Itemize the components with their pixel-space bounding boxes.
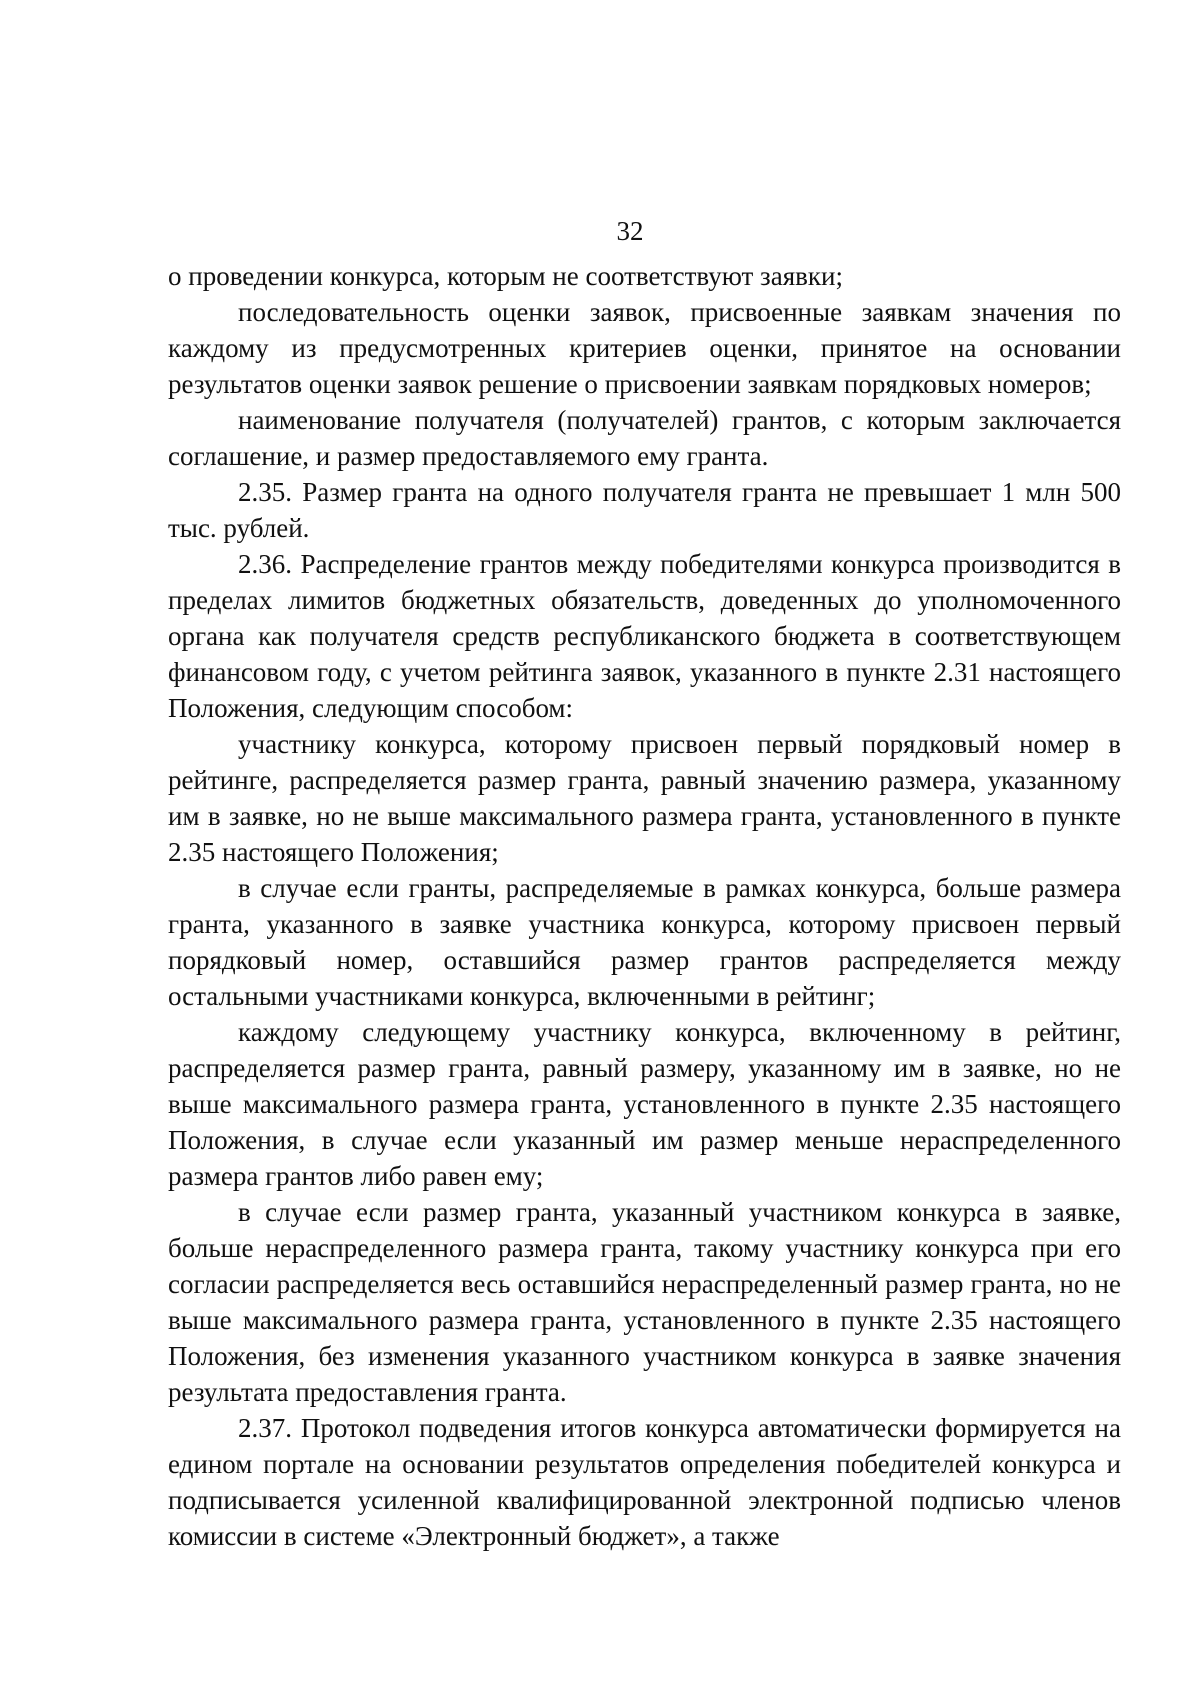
paragraph: последовательность оценки заявок, присвоенные заявкам значения по каждому из предусмотренных критериев оценки, принятое на основании результатов оценки заявок решение о присвоении заявкам порядковых номеров; (168, 297, 1121, 399)
paragraph: 2.35. Размер гранта на одного получателя гранта не превышает 1 млн 500 тыс. рублей. (168, 477, 1121, 543)
paragraph: о проведении конкурса, которым не соответствуют заявки; (168, 261, 843, 291)
page-number: 32 (616, 216, 644, 246)
paragraph: в случае если гранты, распределяемые в рамках конкурса, больше размера гранта, указанного в заявке участника конкурса, которому присвоен первый порядковый номер, оставшийся размер грантов распределяется между остальными участниками конкурса, включенными в рейтинг; (168, 873, 1121, 1011)
paragraph: участнику конкурса, которому присвоен первый порядковый номер в рейтинге, распределяется размер гранта, равный значению размера, указанному им в заявке, но не выше максимального размера гранта, установленного в пункте 2.35 настоящего Положения; (168, 729, 1121, 867)
paragraph: наименование получателя (получателей) грантов, с которым заключается соглашение, и размер предоставляемого ему гранта. (168, 405, 1121, 471)
document-body (168, 258, 1121, 1554)
paragraph: 2.37. Протокол подведения итогов конкурса автоматически формируется на едином портале на основании результатов определения победителей конкурса и подписывается усиленной квалифицированной электронной подписью членов комиссии в системе «Электронный бюджет», а также (168, 1413, 1121, 1551)
paragraph: в случае если размер гранта, указанный участником конкурса в заявке, больше нераспределенного размера гранта, такому участнику конкурса при его согласии распределяется весь оставшийся нераспределенный размер гранта, но не выше максимального размера гранта, установленного в пункте 2.35 настоящего Положения, без изменения указанного участником конкурса в заявке значения результата предоставления гранта. (168, 1197, 1121, 1407)
paragraph: 2.36. Распределение грантов между победителями конкурса производится в пределах лимитов бюджетных обязательств, доведенных до уполномоченного органа как получателя средств республиканского бюджета в соответствующем финансовом году, с учетом рейтинга заявок, указанного в пункте 2.31 настоящего Положения, следующим способом: (168, 549, 1121, 723)
paragraph: каждому следующему участнику конкурса, включенному в рейтинг, распределяется размер гранта, равный размеру, указанному им в заявке, но не выше максимального размера гранта, установленного в пункте 2.35 настоящего Положения, в случае если указанный им размер меньше нераспределенного размера грантов либо равен ему; (168, 1017, 1121, 1191)
